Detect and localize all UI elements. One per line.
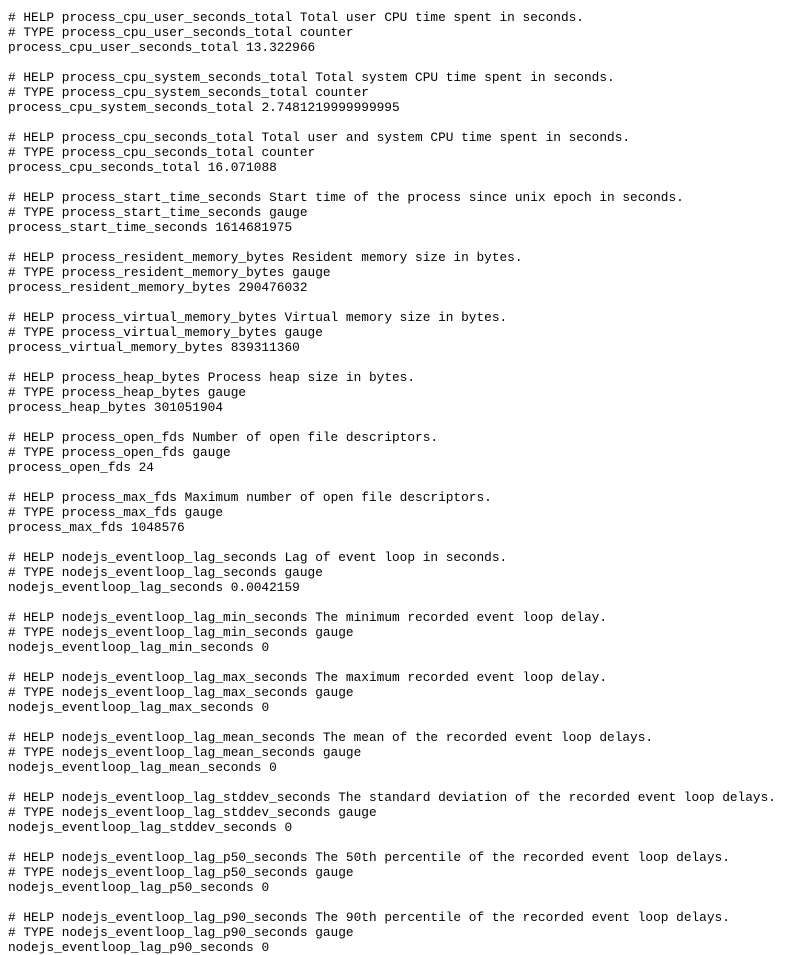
help-directive: # HELP xyxy=(8,250,55,265)
help-directive: # HELP xyxy=(8,730,55,745)
metric-name: nodejs_eventloop_lag_stddev_seconds xyxy=(61,805,331,820)
metric-value: 0.0042159 xyxy=(230,580,300,595)
metric-help-line xyxy=(8,610,800,625)
metric-value: 301051904 xyxy=(153,400,224,415)
metric-name: process_start_time_seconds xyxy=(61,190,262,205)
metric-name: process_open_fds xyxy=(61,445,185,460)
metric-help-text: Resident memory size in bytes. xyxy=(292,250,523,265)
metric-name: process_max_fds xyxy=(61,490,177,505)
metric-type: gauge xyxy=(192,445,231,460)
help-directive: # HELP xyxy=(8,130,55,145)
metric-name: process_cpu_seconds_total xyxy=(61,145,254,160)
metric-type: gauge xyxy=(207,385,247,400)
metric-type-line xyxy=(8,325,800,340)
metric-name: process_cpu_seconds_total xyxy=(8,160,200,175)
metric-help-line xyxy=(8,370,800,385)
metric-block xyxy=(8,430,800,475)
metric-type-line xyxy=(8,685,800,700)
metric-value: 0 xyxy=(284,820,293,835)
metric-value: 0 xyxy=(261,640,270,655)
type-directive: # TYPE xyxy=(8,265,55,280)
metric-type-line xyxy=(8,505,800,520)
metric-value-line xyxy=(8,220,800,235)
metric-type: gauge xyxy=(284,565,323,580)
metric-help-line xyxy=(8,10,800,25)
metric-value-line xyxy=(8,160,800,175)
metric-value: 0 xyxy=(261,880,270,895)
metric-value: 0 xyxy=(261,940,270,955)
metric-name: process_cpu_system_seconds_total xyxy=(8,100,254,115)
metric-value-line xyxy=(8,460,800,475)
metric-type-line xyxy=(8,25,800,40)
metric-type: gauge xyxy=(315,625,354,640)
metric-name: process_start_time_seconds xyxy=(8,220,208,235)
metric-block xyxy=(8,310,800,355)
help-directive: # HELP xyxy=(8,550,55,565)
metric-name: nodejs_eventloop_lag_max_seconds xyxy=(61,670,308,685)
metric-help-line xyxy=(8,190,800,205)
type-directive: # TYPE xyxy=(8,145,55,160)
metric-block xyxy=(8,730,800,775)
metric-name: process_cpu_system_seconds_total xyxy=(61,70,308,85)
metric-name: nodejs_eventloop_lag_min_seconds xyxy=(61,625,308,640)
metric-type: gauge xyxy=(322,745,362,760)
metric-name: nodejs_eventloop_lag_max_seconds xyxy=(61,685,308,700)
metric-type-line xyxy=(8,385,800,400)
help-directive: # HELP xyxy=(8,310,55,325)
metric-value-line xyxy=(8,700,800,715)
type-directive: # TYPE xyxy=(8,205,55,220)
metric-value: 0 xyxy=(269,760,277,775)
metric-block xyxy=(8,190,800,235)
metric-value-line xyxy=(8,640,800,655)
metric-help-text: The 90th percentile of the recorded event loop delays. xyxy=(315,910,730,925)
help-directive: # HELP xyxy=(8,610,55,625)
metric-help-text: The mean of the recorded event loop delays. xyxy=(322,730,654,745)
help-directive: # HELP xyxy=(8,10,55,25)
type-directive: # TYPE xyxy=(8,445,55,460)
help-directive: # HELP xyxy=(8,790,55,805)
metric-name: process_resident_memory_bytes xyxy=(61,250,285,265)
metric-type-line xyxy=(8,85,800,100)
metric-value-line xyxy=(8,760,800,775)
metric-name: process_resident_memory_bytes xyxy=(61,265,285,280)
metric-value: 1614681975 xyxy=(215,220,293,235)
metric-type: counter xyxy=(299,25,354,40)
metric-value-line xyxy=(8,340,800,355)
metric-help-text: The 50th percentile of the recorded event loop delays. xyxy=(315,850,730,865)
metric-value: 839311360 xyxy=(230,340,300,355)
metric-block xyxy=(8,910,800,955)
metric-name: process_open_fds xyxy=(8,460,131,475)
metric-help-text: The maximum recorded event loop delay. xyxy=(315,670,608,685)
metric-name: process_cpu_seconds_total xyxy=(61,130,254,145)
metric-help-line xyxy=(8,730,800,745)
metric-value: 1048576 xyxy=(130,520,185,535)
metric-value: 24 xyxy=(138,460,154,475)
metric-type-line xyxy=(8,925,800,940)
metric-value-line xyxy=(8,40,800,55)
metric-help-line xyxy=(8,490,800,505)
metric-type: gauge xyxy=(315,865,354,880)
metric-name: process_cpu_user_seconds_total xyxy=(8,40,239,55)
metric-name: nodejs_eventloop_lag_mean_seconds xyxy=(61,730,316,745)
metric-name: process_virtual_memory_bytes xyxy=(8,340,224,355)
metric-block xyxy=(8,70,800,115)
metric-block xyxy=(8,370,800,415)
metric-type-line xyxy=(8,745,800,760)
type-directive: # TYPE xyxy=(8,685,55,700)
metric-help-line xyxy=(8,550,800,565)
help-directive: # HELP xyxy=(8,430,55,445)
help-directive: # HELP xyxy=(8,670,55,685)
metric-value-line xyxy=(8,100,800,115)
metric-name: nodejs_eventloop_lag_min_seconds xyxy=(61,610,308,625)
metric-value-line xyxy=(8,820,800,835)
metric-type-line xyxy=(8,265,800,280)
metric-help-text: Process heap size in bytes. xyxy=(207,370,416,385)
metric-name: process_heap_bytes xyxy=(8,400,147,415)
metric-help-line xyxy=(8,430,800,445)
metric-block xyxy=(8,610,800,655)
metric-block xyxy=(8,850,800,895)
metric-type: gauge xyxy=(184,505,224,520)
type-directive: # TYPE xyxy=(8,805,55,820)
metric-value-line xyxy=(8,400,800,415)
metric-help-line xyxy=(8,790,800,805)
metric-help-line xyxy=(8,130,800,145)
type-directive: # TYPE xyxy=(8,25,55,40)
metric-name: process_max_fds xyxy=(61,505,177,520)
metric-name: nodejs_eventloop_lag_p90_seconds xyxy=(8,940,254,955)
metric-type: counter xyxy=(261,145,316,160)
metric-type-line xyxy=(8,565,800,580)
help-directive: # HELP xyxy=(8,490,55,505)
metric-block xyxy=(8,790,800,835)
metric-value-line xyxy=(8,280,800,295)
metric-name: nodejs_eventloop_lag_p50_seconds xyxy=(61,865,308,880)
metric-name: process_max_fds xyxy=(8,520,124,535)
metric-help-line xyxy=(8,310,800,325)
help-directive: # HELP xyxy=(8,190,55,205)
metric-type: counter xyxy=(315,85,369,100)
metric-value: 16.071088 xyxy=(207,160,277,175)
metric-name: nodejs_eventloop_lag_p50_seconds xyxy=(8,880,254,895)
type-directive: # TYPE xyxy=(8,505,55,520)
type-directive: # TYPE xyxy=(8,325,55,340)
metric-name: nodejs_eventloop_lag_stddev_seconds xyxy=(61,790,331,805)
metric-name: process_virtual_memory_bytes xyxy=(61,310,277,325)
metric-name: nodejs_eventloop_lag_max_seconds xyxy=(8,700,254,715)
metric-value-line xyxy=(8,580,800,595)
metric-help-line xyxy=(8,670,800,685)
type-directive: # TYPE xyxy=(8,565,55,580)
metric-help-line xyxy=(8,250,800,265)
metric-name: process_open_fds xyxy=(61,430,185,445)
type-directive: # TYPE xyxy=(8,745,55,760)
metric-name: nodejs_eventloop_lag_p90_seconds xyxy=(61,925,308,940)
metric-block xyxy=(8,550,800,595)
metric-name: process_resident_memory_bytes xyxy=(8,280,231,295)
metric-name: process_cpu_user_seconds_total xyxy=(61,25,293,40)
metric-help-text: The standard deviation of the recorded event loop delays. xyxy=(338,790,776,805)
metric-help-text: Total user CPU time spent in seconds. xyxy=(299,10,584,25)
help-directive: # HELP xyxy=(8,70,55,85)
metric-name: nodejs_eventloop_lag_seconds xyxy=(61,550,277,565)
metric-help-text: Number of open file descriptors. xyxy=(192,430,439,445)
metric-value: 290476032 xyxy=(238,280,308,295)
type-directive: # TYPE xyxy=(8,85,55,100)
metric-help-text: Total user and system CPU time spent in seconds. xyxy=(261,130,631,145)
metric-block xyxy=(8,10,800,55)
metric-help-text: The minimum recorded event loop delay. xyxy=(315,610,608,625)
metric-help-text: Maximum number of open file descriptors. xyxy=(184,490,492,505)
metric-type-line xyxy=(8,145,800,160)
metric-name: nodejs_eventloop_lag_min_seconds xyxy=(8,640,254,655)
type-directive: # TYPE xyxy=(8,625,55,640)
metric-help-line xyxy=(8,70,800,85)
metric-help-text: Start time of the process since unix epoch in seconds. xyxy=(269,190,684,205)
metric-type-line xyxy=(8,865,800,880)
help-directive: # HELP xyxy=(8,910,55,925)
type-directive: # TYPE xyxy=(8,925,55,940)
metric-name: nodejs_eventloop_lag_p90_seconds xyxy=(61,910,308,925)
metric-name: nodejs_eventloop_lag_mean_seconds xyxy=(61,745,316,760)
metric-help-text: Virtual memory size in bytes. xyxy=(284,310,508,325)
metric-type-line xyxy=(8,445,800,460)
metric-value-line xyxy=(8,880,800,895)
metric-type: gauge xyxy=(338,805,377,820)
metric-help-line xyxy=(8,850,800,865)
metric-type: gauge xyxy=(284,325,323,340)
type-directive: # TYPE xyxy=(8,865,55,880)
metric-name: process_virtual_memory_bytes xyxy=(61,325,277,340)
metric-name: nodejs_eventloop_lag_p50_seconds xyxy=(61,850,308,865)
metric-block xyxy=(8,130,800,175)
metric-type: gauge xyxy=(315,925,354,940)
metric-value: 0 xyxy=(261,700,270,715)
metric-type: gauge xyxy=(315,685,354,700)
metric-type-line xyxy=(8,625,800,640)
metric-value: 2.7481219999999995 xyxy=(261,100,400,115)
metric-name: process_cpu_user_seconds_total xyxy=(61,10,293,25)
help-directive: # HELP xyxy=(8,850,55,865)
metric-value-line xyxy=(8,940,800,955)
metric-name: process_heap_bytes xyxy=(61,385,200,400)
metric-block xyxy=(8,490,800,535)
help-directive: # HELP xyxy=(8,370,55,385)
type-directive: # TYPE xyxy=(8,385,55,400)
metric-type-line xyxy=(8,805,800,820)
metric-type: gauge xyxy=(269,205,308,220)
metric-name: nodejs_eventloop_lag_seconds xyxy=(61,565,277,580)
metric-value: 13.322966 xyxy=(246,40,316,55)
metric-block xyxy=(8,670,800,715)
metric-help-text: Total system CPU time spent in seconds. xyxy=(315,70,615,85)
metric-name: nodejs_eventloop_lag_stddev_seconds xyxy=(8,820,277,835)
metric-type: gauge xyxy=(292,265,331,280)
metric-value-line xyxy=(8,520,800,535)
metric-name: process_start_time_seconds xyxy=(61,205,262,220)
metric-help-line xyxy=(8,910,800,925)
metric-name: nodejs_eventloop_lag_mean_seconds xyxy=(8,760,262,775)
metric-name: process_heap_bytes xyxy=(61,370,200,385)
metric-type-line xyxy=(8,205,800,220)
metric-name: process_cpu_system_seconds_total xyxy=(61,85,308,100)
metric-name: nodejs_eventloop_lag_seconds xyxy=(8,580,224,595)
metric-block xyxy=(8,250,800,295)
metric-help-text: Lag of event loop in seconds. xyxy=(284,550,508,565)
